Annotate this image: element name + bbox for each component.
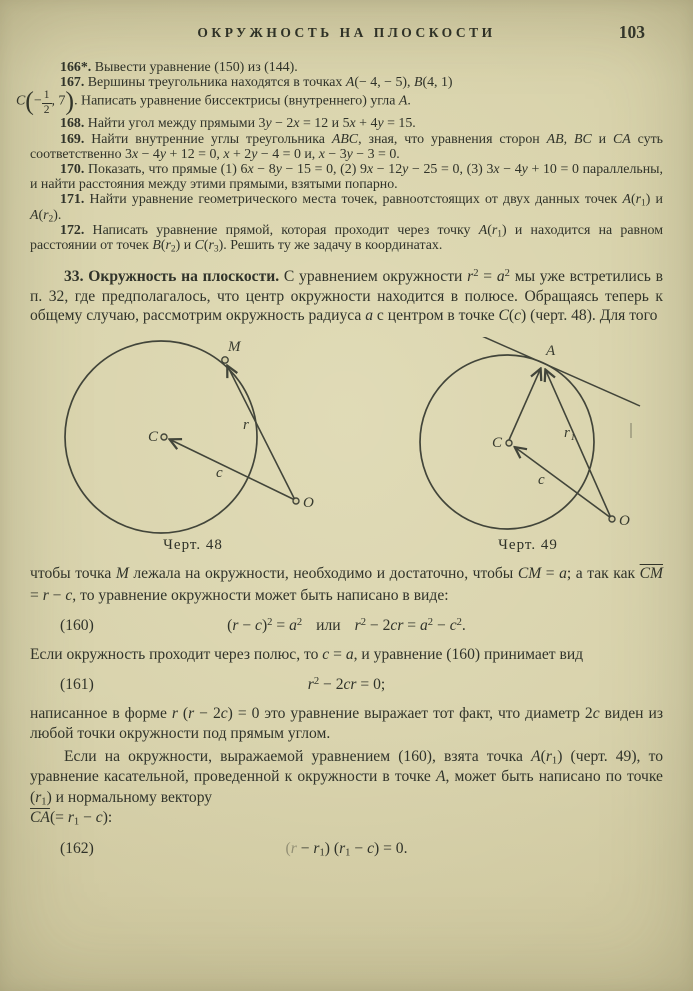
section-intro: С уравнением окружности $r^2 = a^2$ мы уже встретились в п. 32, где предполагалось, что центр окружности находится в полюсе. Обращаясь теперь к общему случаю, рассмотрим окружность радиуса a с центром в точке C(c) (черт. 48). Для того: [30, 268, 663, 325]
figure-48-drawing: [58, 337, 368, 537]
minus-sign: −: [33, 93, 42, 109]
page-number: 103: [618, 22, 645, 42]
paragraph-162b: [30, 747, 663, 809]
fraction-numerator: 1: [42, 90, 52, 104]
problem-text: Показать, что прямые (1) 6x − 8y − 15 = 0, (2) 9x − 12y − 25 = 0, (3) 3x − 4y + 10 = 0 параллельны, и найти расстояния между этими прямыми, взятыми попарно.: [30, 162, 663, 193]
problem-171: [30, 192, 663, 222]
problem-number: 166*.: [60, 60, 92, 75]
vector-c-line: [171, 440, 295, 500]
equation-formula: $(r - c)^2 = a^2$: [227, 617, 303, 635]
equation-formula: $r^2 - 2cr = a^2 - c^2$.: [354, 617, 466, 635]
label-r: r: [243, 417, 249, 434]
problem-number: 171.: [60, 192, 85, 208]
problem-text: Вывести уравнение (150) из (144).: [94, 60, 298, 75]
problem-text: Найти уравнение геометрического места точек, равноотстоящих от двух данных точек $A(r_1)$ и $A(r_2)$.: [30, 192, 663, 224]
text-segment: Если на окружности, выражаемой уравнением (160), взята точка $A(r_1)$ (черт. 49), то уравнение касательной, проведенной к окружности в точке A, может быть написано по точке $(r_1)$ и нормальному вектору: [30, 747, 664, 808]
text-segment: чтобы точка M лежала на окружности, необходимо и достаточно, чтобы CM = a; а так как: [30, 565, 640, 583]
pole-O-marker: [609, 516, 615, 522]
label-r1: r₁: [564, 425, 576, 442]
running-header: [30, 22, 663, 45]
label-c: c: [538, 472, 545, 489]
equation-number: (161): [60, 676, 94, 694]
problem-number: 172.: [60, 222, 85, 238]
problems-section: [16, 60, 663, 255]
equation-formula-faint: (r: [285, 839, 297, 857]
label-A: A: [546, 343, 556, 360]
paragraph-after-figures: [30, 563, 663, 606]
label-O: O: [303, 495, 314, 512]
fraction-one-half: [42, 90, 52, 116]
problem-167: [30, 75, 663, 90]
equation-161: [30, 675, 663, 694]
point-M-marker: [222, 357, 228, 363]
problem-text: . Написать уравнение биссектрисы (внутреннего) угла A.: [74, 93, 411, 109]
problem-text: Написать уравнение прямой, которая проходит через точку $A(r_1)$ и находится на равном расстоянии от точек $B(r_2)$ и $C(r_3)$. Решить ту же задачу в координатах.: [30, 222, 663, 255]
problem-text: Найти внутренние углы треугольника ABC, зная, что уравнения сторон AB, BC и CA суть соответственно 3x − 4y + 12 = 0, x + 2y − 4 = 0 и, x − 3y − 3 = 0.: [30, 131, 663, 162]
figure-49-caption: Черт. 49: [498, 537, 558, 554]
running-header-title: ОКРУЖНОСТЬ НА ПЛОСКОСТИ: [197, 25, 496, 40]
normal-CA-line: [509, 370, 540, 440]
problem-172: [30, 223, 663, 253]
problem-number: 170.: [60, 162, 85, 178]
text-segment: = r − c, то уравнение окружности может быть написано в виде:: [30, 586, 449, 604]
label-c: c: [216, 465, 223, 482]
paragraph-161: Если окружность проходит через полюс, то c = a, и уравнение (160) принимает вид: [30, 645, 584, 663]
problem-170: [30, 162, 663, 192]
fraction-denominator: 2: [43, 103, 50, 116]
vector-CA-line: [30, 808, 663, 829]
center-C-marker: [506, 440, 512, 446]
problem-number: 168.: [60, 116, 85, 132]
equation-number: (162): [60, 839, 94, 857]
pole-O-marker: [293, 498, 299, 504]
label-M: M: [228, 339, 241, 356]
problem-number: 167.: [60, 75, 85, 91]
problem-169: [30, 132, 663, 162]
section-heading: 33. Окружность на плоскости.: [64, 268, 280, 286]
problem-text: Вершины треугольника находятся в точках A(− 4, − 5), B(4, 1): [87, 75, 453, 91]
figures-row: [30, 337, 663, 561]
paragraph-162a: написанное в форме r (r − 2c) = 0 это уравнение выражает тот факт, что диаметр 2c виден из любой точки окружности под прямым углом.: [30, 704, 663, 743]
label-C: C: [492, 435, 503, 452]
equation-formula: − $r_1$) $(r_1 - c) = 0$.: [300, 839, 408, 859]
open-paren: (: [25, 86, 34, 116]
equation-formula: $r^2 - 2cr = 0$;: [307, 676, 386, 694]
body-text: [30, 563, 663, 858]
equation-162: [30, 839, 663, 858]
label-C: C: [148, 429, 159, 446]
problem-167-fraction-line: [16, 86, 663, 116]
close-paren: ): [65, 86, 75, 116]
figure-49-drawing: [368, 337, 673, 537]
label-O: O: [619, 513, 630, 530]
vector-CM: $\overline{CM}$: [639, 565, 664, 583]
problem-text: Найти угол между прямыми 3y − 2x = 12 и 5x + 4y = 15.: [87, 116, 416, 132]
section-33-paragraph: [30, 267, 663, 325]
equation-number: (160): [60, 617, 94, 635]
problem-number: 169.: [60, 131, 85, 147]
vector-CA: $\overline{CA}$: [30, 809, 50, 827]
section-33: [30, 267, 663, 325]
text-segment: (= $r_1 - c$):: [49, 809, 113, 828]
problem-166: [30, 60, 663, 75]
figure-48-caption: Черт. 48: [163, 537, 223, 554]
equation-160: [30, 616, 663, 635]
fraction-rest: , 7: [51, 93, 66, 109]
point-c-symbol: C: [16, 93, 26, 109]
equation-connector: или: [316, 617, 341, 635]
problem-168: [30, 116, 663, 131]
center-C-marker: [161, 434, 167, 440]
vector-r-line: [228, 367, 295, 500]
